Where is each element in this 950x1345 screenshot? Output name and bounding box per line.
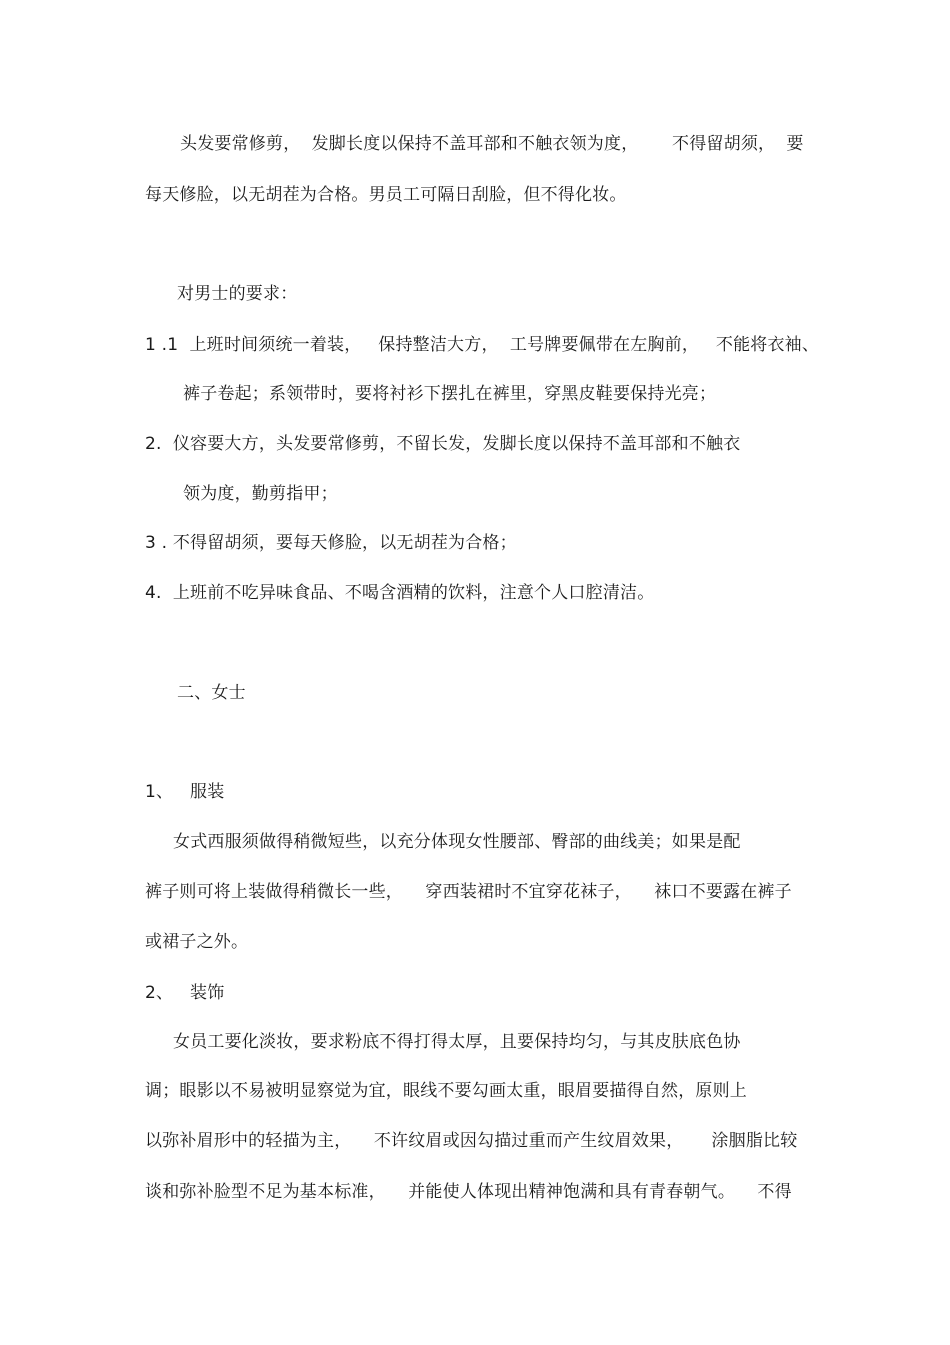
list-item: 3 . 不得留胡须，要每天修脸，以无胡茬为合格；	[145, 533, 517, 553]
list-item: 2. 仪容要大方，头发要常修剪，不留长发，发脚长度以保持不盖耳部和不触衣	[145, 434, 741, 454]
list-item: 1 .1 上班时间须统一着装， 保持整洁大方， 工号牌要佩带在左胸前， 不能将衣袖、	[145, 335, 820, 355]
list-item-continuation: 裤子卷起；系领带时，要将衬衫下摆扎在裤里，穿黑皮鞋要保持光亮；	[183, 384, 717, 404]
section-heading: 对男士的要求：	[177, 284, 298, 304]
section-heading: 二、女士	[177, 683, 246, 703]
paragraph-line: 女员工要化淡妆，要求粉底不得打得太厚，且要保持均匀，与其皮肤底色协	[173, 1032, 741, 1052]
list-item-continuation: 领为度，勤剪指甲；	[183, 484, 338, 504]
paragraph-line: 调；眼影以不易被明显察觉为宜，眼线不要勾画太重，眼眉要描得自然，原则上	[145, 1081, 747, 1101]
subsection-heading: 2、 装饰	[145, 983, 225, 1003]
subsection-heading: 1、 服装	[145, 782, 225, 802]
paragraph-line: 或裙子之外。	[145, 932, 249, 952]
paragraph-line: 谈和弥补脸型不足为基本标准， 并能使人体现出精神饱满和具有青春朝气。 不得	[145, 1182, 792, 1202]
paragraph-line: 女式西服须做得稍微短些，以充分体现女性腰部、臀部的曲线美；如果是配	[173, 832, 741, 852]
paragraph-line: 每天修脸，以无胡茬为合格。男员工可隔日刮脸，但不得化妆。	[145, 185, 627, 205]
paragraph-line: 头发要常修剪， 发脚长度以保持不盖耳部和不触衣领为度， 不得留胡须， 要	[180, 134, 804, 154]
paragraph-line: 裤子则可将上装做得稍微长一些， 穿西装裙时不宜穿花袜子， 袜口不要露在裤子	[145, 882, 792, 902]
list-item: 4. 上班前不吃异味食品、不喝含酒精的饮料，注意个人口腔清洁。	[145, 583, 655, 603]
paragraph-line: 以弥补眉形中的轻描为主， 不许纹眉或因勾描过重而产生纹眉效果， 涂胭脂比较	[145, 1131, 798, 1151]
